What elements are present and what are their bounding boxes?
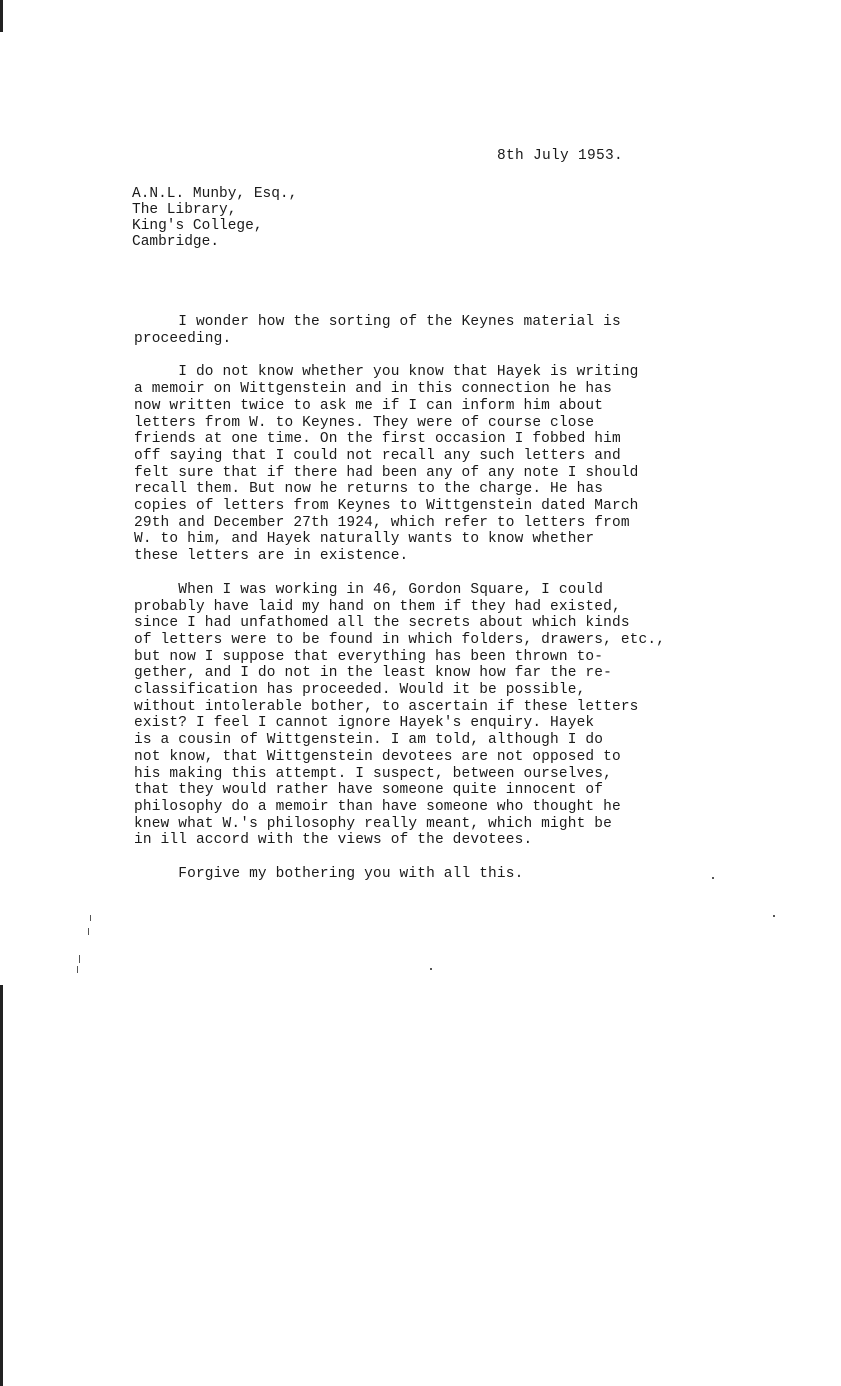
text-line: philosophy do a memoir than have someone who thought he (134, 798, 621, 815)
text-line: knew what W.'s philosophy really meant, which might be (134, 815, 612, 832)
text-line: but now I suppose that everything has been thrown to- (134, 648, 604, 665)
text-line: probably have laid my hand on them if they had existed, (134, 598, 621, 615)
scan-speck (773, 915, 775, 917)
scan-speck (712, 877, 714, 879)
text-line: copies of letters from Keynes to Wittgenstein dated March (134, 498, 639, 515)
text-line: his making this attempt. I suspect, between ourselves, (134, 765, 612, 782)
address-line: The Library, (132, 202, 237, 218)
text-line: I wonder how the sorting of the Keynes material is (134, 314, 621, 330)
scan-speck (430, 968, 432, 970)
text-line: When I was working in 46, Gordon Square, I could (134, 581, 604, 598)
address-line: A.N.L. Munby, Esq., (132, 186, 298, 202)
paragraph-2 (134, 364, 665, 564)
text-line: letters from W. to Keynes. They were of course close (134, 414, 595, 431)
text-line: of letters were to be found in which folders, drawers, etc., (134, 631, 666, 648)
paragraph-3 (134, 582, 665, 849)
text-line: in ill accord with the views of the devotees. (134, 832, 533, 849)
text-line: friends at one time. On the first occasion I fobbed him (134, 431, 621, 448)
text-line: I do not know whether you know that Hayek is writing (134, 364, 639, 381)
paragraph-1 (134, 314, 665, 347)
text-line: recall them. But now he returns to the charge. He has (134, 481, 604, 498)
letter-body (134, 314, 665, 900)
letter-date: 8th July 1953. (497, 148, 624, 164)
recipient-address (132, 186, 297, 250)
scan-edge-mark-top (0, 0, 3, 32)
scan-speck (79, 955, 80, 963)
text-line: since I had unfathomed all the secrets about which kinds (134, 615, 630, 632)
text-line: W. to him, and Hayek naturally wants to know whether (134, 531, 595, 548)
text-line: not know, that Wittgenstein devotees are not opposed to (134, 748, 621, 765)
text-line: classification has proceeded. Would it be possible, (134, 682, 586, 699)
paragraph-4 (134, 866, 665, 883)
text-line: a memoir on Wittgenstein and in this connection he has (134, 381, 612, 398)
text-line: Forgive my bothering you with all this. (134, 866, 524, 883)
scan-speck (77, 966, 78, 973)
text-line: felt sure that if there had been any of any note I should (134, 464, 639, 481)
text-line: gether, and I do not in the least know how far the re- (134, 665, 612, 682)
address-line: King's College, (132, 218, 263, 234)
text-line: 29th and December 27th 1924, which refer to letters from (134, 514, 630, 531)
text-line: these letters are in existence. (134, 548, 409, 565)
text-line: proceeding. (134, 330, 232, 347)
scan-speck (90, 915, 91, 921)
address-line: Cambridge. (132, 234, 220, 250)
scan-edge-mark-bottom (0, 985, 3, 1386)
text-line: now written twice to ask me if I can inform him about (134, 397, 604, 414)
text-line: off saying that I could not recall any such letters and (134, 447, 621, 464)
text-line: that they would rather have someone quite innocent of (134, 782, 604, 799)
scan-speck (88, 928, 89, 935)
text-line: without intolerable bother, to ascertain if these letters (134, 698, 639, 715)
text-line: exist? I feel I cannot ignore Hayek's enquiry. Hayek (134, 715, 595, 732)
text-line: is a cousin of Wittgenstein. I am told, although I do (134, 732, 604, 749)
